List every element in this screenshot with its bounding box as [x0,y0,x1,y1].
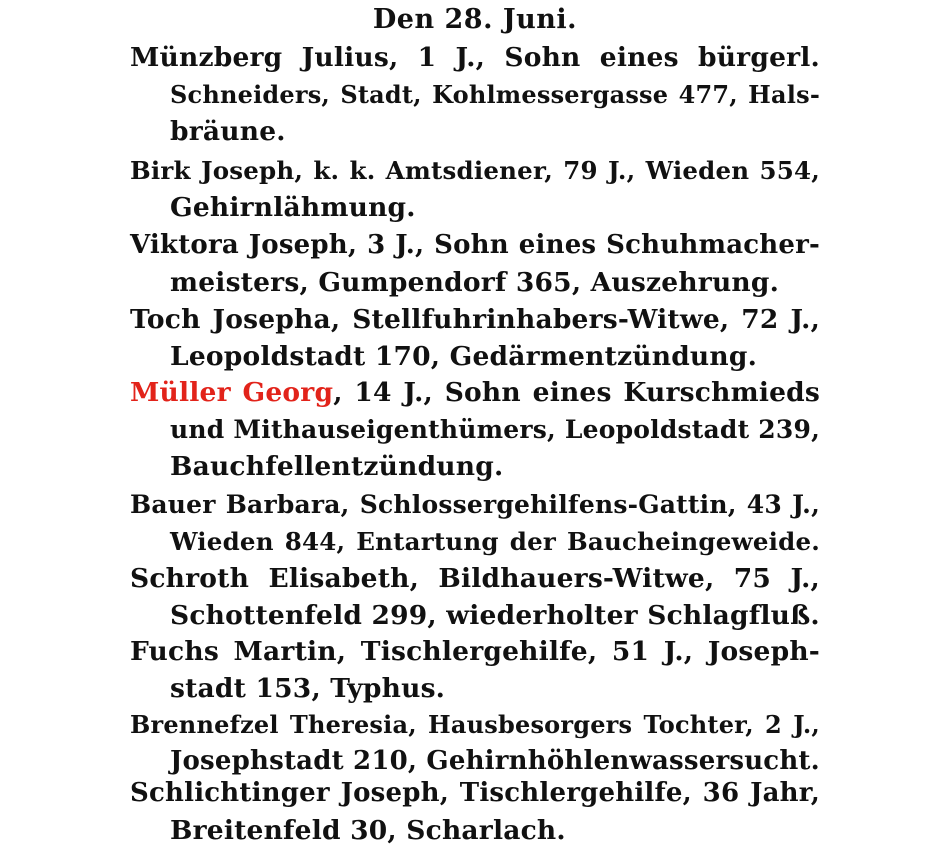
deceased-name: Toch Josepha [130,304,331,335]
entry-details: , Hausbesorgers Tochter, 2 J., [408,710,820,739]
entry-first-line [130,486,820,523]
deceased-name: Münzberg Julius [130,42,389,73]
deceased-name: Schlichtinger Joseph [130,778,440,808]
entry-continuation-line: Schneiders, Stadt, Kohlmessergasse 477, Hals- [170,80,820,109]
death-notice-entry [130,633,820,707]
entry-continuation-line: Gehirnlähmung. [170,192,416,223]
entry-details: , Tischlergehilfe, 51 J., Joseph- [336,636,820,667]
death-notice-entry [130,486,820,560]
death-notice-entry [130,560,820,634]
entry-first-line [130,227,820,264]
death-notice-entry [130,706,820,780]
death-notice-entry [130,227,820,301]
entry-first-line [130,39,820,76]
deceased-name: Schroth Elisabeth [130,563,410,594]
entry-details: , Bildhauers-Witwe, 75 J., [409,563,820,594]
death-notice-entry [130,301,820,375]
entry-continuation-line: Leopoldstadt 170, Gedärmentzündung. [170,341,758,372]
entry-first-line [130,301,820,338]
entry-first-line [130,374,820,411]
death-notice-entry [130,374,820,485]
entry-continuation-line: Wieden 844, Entartung der Baucheingeweide. [170,527,820,556]
entry-continuation-line: Schottenfeld 299, wiederholter Schlagfluß. [170,600,820,631]
deceased-name: Birk Joseph [130,156,295,185]
entry-first-line [130,775,820,812]
entry-details: , k. k. Amtsdiener, 79 J., Wieden 554, [294,156,820,185]
deceased-name: Bauer Barbara [130,490,341,519]
deceased-name: Viktora Joseph [130,230,348,260]
death-notice-entry [130,39,820,150]
date-heading: Den 28. Juni. [372,4,578,35]
entry-continuation-line: bräune. [170,116,286,147]
entry-continuation-line: Bauchfellentzündung. [170,451,504,482]
entry-first-line [130,633,820,670]
death-notice-entry [130,152,820,226]
entry-details: , 14 J., Sohn eines Kurschmieds [333,377,820,408]
entry-first-line [130,560,820,597]
entry-continuation-line: Breitenfeld 30, Scharlach. [170,815,566,846]
entry-continuation-line: und Mithauseigenthümers, Leopoldstadt 239, [170,415,820,444]
deceased-name: Brennefzel Theresia [130,710,409,739]
entry-first-line [130,706,820,743]
entry-details: , 1 J., Sohn eines bürgerl. [388,42,820,73]
deceased-name: Fuchs Martin [130,636,337,667]
entry-details: , Stellfuhrinhabers-Witwe, 72 J., [330,304,820,335]
highlighted-deceased-name: Müller Georg [130,377,334,408]
entry-continuation-line: Josephstadt 210, Gehirnhöhlenwassersucht. [170,746,820,776]
entry-details: , Schlossergehilfens-Gattin, 43 J., [340,490,820,519]
entry-details: , Tischlergehilfe, 36 Jahr, [439,778,820,808]
entry-continuation-line: meisters, Gumpendorf 365, Auszehrung. [170,267,780,298]
death-notice-entry [130,775,820,849]
entry-first-line [130,152,820,189]
entry-continuation-line: stadt 153, Typhus. [170,673,446,704]
entry-details: , 3 J., Sohn eines Schuhmacher- [347,230,821,260]
